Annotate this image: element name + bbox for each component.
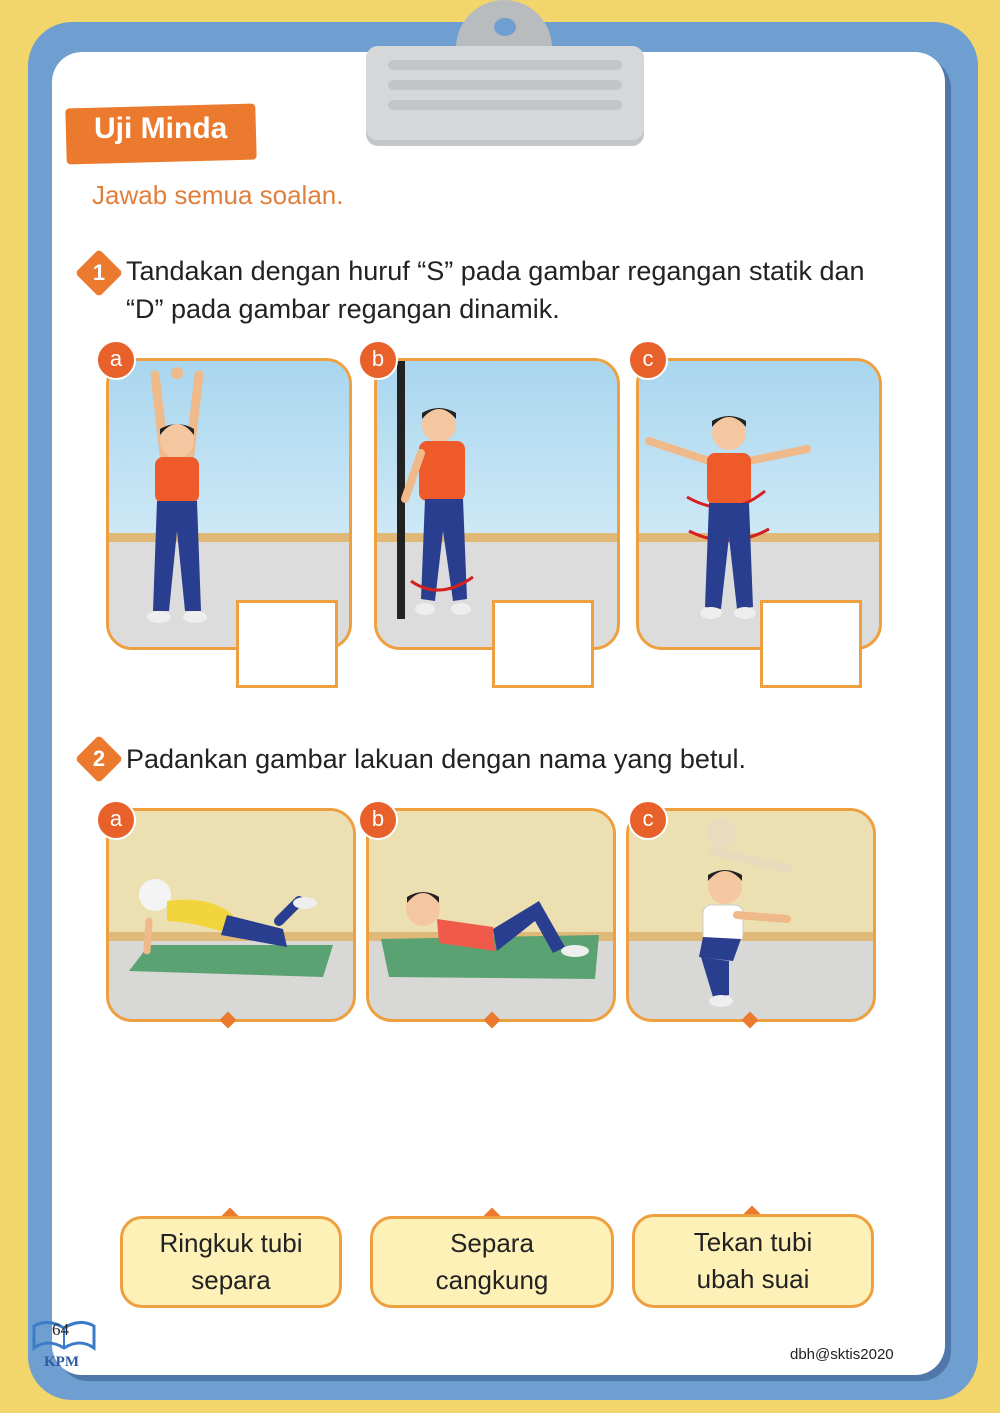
q2-label-b: b — [358, 800, 398, 840]
name-label-1: Ringkuk tubi separa — [159, 1228, 303, 1295]
question-1-line-1: Tandakan dengan huruf “S” pada gambar regangan statik dan — [126, 256, 865, 286]
worksheet-paper — [52, 52, 945, 1375]
question-1-number: 1 — [92, 260, 106, 285]
page-title: Uji Minda — [94, 112, 228, 145]
clip-ridge — [388, 100, 622, 110]
page-number: 64 — [52, 1320, 69, 1339]
q2-panel-b[interactable] — [366, 808, 616, 1022]
boy-partial-curl-up-figure — [369, 811, 613, 1019]
q2-label-c: c — [628, 800, 668, 840]
q1-label-a: a — [96, 340, 136, 380]
name-label-3: Tekan tubi ubah suai — [693, 1227, 813, 1294]
instruction-text: Jawab semua soalan. — [92, 180, 344, 210]
clip-ridge — [388, 80, 622, 90]
clipboard-clip — [366, 46, 644, 140]
question-2-text: Padankan gambar lakuan dengan nama yang betul. — [126, 744, 746, 774]
clip-hole — [494, 18, 516, 36]
q2-panel-c[interactable] — [626, 808, 876, 1022]
q1-answer-box-b[interactable] — [492, 600, 594, 688]
q1-label-c: c — [628, 340, 668, 380]
boy-half-squat-figure — [629, 811, 873, 1019]
question-2-number: 2 — [92, 746, 106, 771]
kpm-logo-text: KPM — [44, 1354, 79, 1370]
q1-answer-box-c[interactable] — [760, 600, 862, 688]
name-box-ringkuk-tubi-separa[interactable] — [120, 1216, 342, 1308]
credit-text: dbh@sktis2020 — [790, 1346, 894, 1363]
q1-label-b: b — [358, 340, 398, 380]
name-label-2: Separa cangkung — [435, 1228, 549, 1295]
question-1-line-2: “D” pada gambar regangan dinamik. — [126, 294, 560, 324]
q1-answer-box-a[interactable] — [236, 600, 338, 688]
clip-ridge — [388, 60, 622, 70]
name-box-tekan-tubi-ubah-suai[interactable] — [632, 1214, 874, 1308]
q2-label-a: a — [96, 800, 136, 840]
girl-modified-push-up-figure — [109, 811, 353, 1019]
name-box-separa-cangkung[interactable] — [370, 1216, 614, 1308]
q2-panel-a[interactable] — [106, 808, 356, 1022]
